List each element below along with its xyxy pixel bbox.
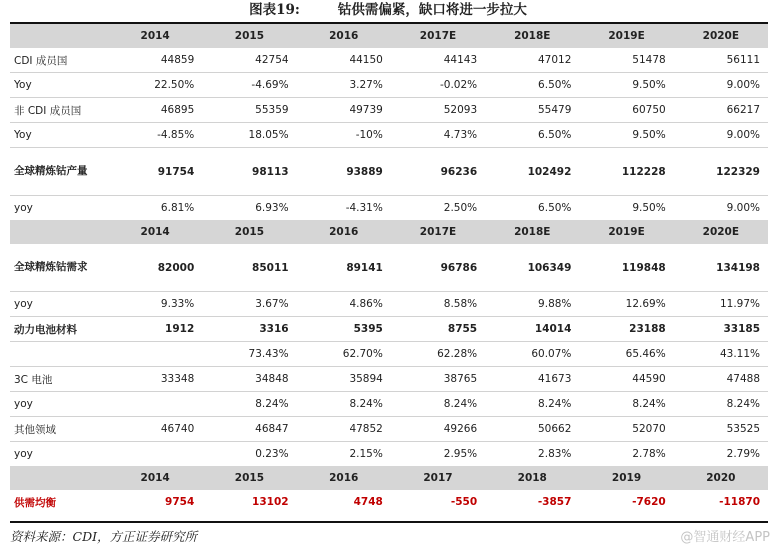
table-cell: -4.85%: [108, 123, 202, 148]
table-cell: 2014: [108, 24, 202, 48]
figure-label: 图表19:: [249, 2, 300, 18]
table-cell: 2014: [108, 220, 202, 244]
balance-row: [10, 490, 768, 514]
table-cell: -11870: [719, 496, 760, 508]
table-cell: 6.50%: [485, 73, 579, 98]
table-row: [10, 73, 768, 98]
table-cell: 23188: [579, 317, 673, 342]
table-cell: 2.78%: [632, 448, 666, 460]
table-cell: 3316: [202, 317, 296, 342]
table-cell: 47488: [674, 367, 768, 392]
table-cell: 2017E: [391, 220, 485, 244]
table-cell: -7620: [632, 496, 666, 508]
row-label: 全球精炼钴产量: [10, 148, 108, 196]
table-cell: 50662: [485, 417, 579, 442]
table-cell: 62.28%: [391, 342, 485, 367]
table-cell: 44150: [297, 48, 391, 73]
table-row: [10, 442, 768, 467]
table-cell: 35894: [297, 367, 391, 392]
table-cell: 2016: [297, 220, 391, 244]
table-cell: 2019: [579, 466, 673, 490]
table-cell: 6.81%: [160, 202, 195, 214]
table-cell: 9.00%: [726, 202, 760, 214]
figure-title: [0, 0, 776, 22]
row-label: 全球精炼钴需求: [10, 244, 108, 292]
table-row: [10, 367, 768, 392]
table-row: [10, 392, 768, 417]
table-cell: 2019E: [579, 24, 673, 48]
table-cell: 11.97%: [674, 292, 768, 317]
row-label: Yoy: [10, 123, 108, 148]
table-cell: 46847: [202, 417, 296, 442]
table-cell: 66217: [674, 98, 768, 123]
table-cell: 96236: [391, 148, 485, 196]
table-cell: 8.24%: [391, 392, 485, 417]
table-cell: 47012: [485, 48, 579, 73]
table-cell: 60.07%: [485, 342, 579, 367]
row-label: [10, 220, 108, 244]
table-cell: 2016: [297, 466, 391, 490]
table-cell: 73.43%: [202, 342, 296, 367]
table-row: [10, 244, 768, 292]
bottom-rule: [10, 521, 768, 523]
table-cell: 5395: [297, 317, 391, 342]
row-label: yoy: [14, 202, 33, 214]
table-cell: 2020: [674, 466, 768, 490]
table-cell: 2.79%: [726, 448, 760, 460]
table-cell: 18.05%: [202, 123, 296, 148]
row-label: 供需均衡: [14, 496, 56, 509]
row-label: [10, 342, 108, 367]
row-label: yoy: [14, 448, 33, 460]
table-cell: -0.02%: [391, 73, 485, 98]
figure-caption: 钴供需偏紧，缺口将进一步拉大: [337, 2, 527, 18]
table-cell: 2018E: [485, 24, 579, 48]
table-cell: 9.50%: [579, 123, 673, 148]
table-cell: 43.11%: [674, 342, 768, 367]
table-cell: 119848: [579, 244, 673, 292]
table-row: [10, 317, 768, 342]
table-cell: 51478: [579, 48, 673, 73]
table-cell: 52093: [391, 98, 485, 123]
table-cell: [108, 342, 202, 367]
table-cell: 53525: [674, 417, 768, 442]
table-cell: 2015: [202, 220, 296, 244]
table-cell: 33348: [108, 367, 202, 392]
table-row: [10, 342, 768, 367]
table-cell: 2020E: [674, 24, 768, 48]
table-cell: 1912: [108, 317, 202, 342]
table-cell: 106349: [485, 244, 579, 292]
table-cell: 98113: [202, 148, 296, 196]
table-cell: 2.50%: [443, 202, 478, 214]
table-cell: 8.24%: [674, 392, 768, 417]
table-cell: 8.24%: [202, 392, 296, 417]
table-cell: 34848: [202, 367, 296, 392]
table-cell: 91754: [108, 148, 202, 196]
table-cell: 2015: [202, 466, 296, 490]
table-cell: 62.70%: [297, 342, 391, 367]
table-cell: 89141: [297, 244, 391, 292]
table-cell: 46740: [108, 417, 202, 442]
table-cell: 6.93%: [255, 202, 289, 214]
table-cell: 2018: [485, 466, 579, 490]
row-label: 动力电池材料: [10, 317, 108, 342]
table-cell: 60750: [579, 98, 673, 123]
row-label: 3C 电池: [10, 367, 108, 392]
table-row: [10, 148, 768, 196]
table-cell: 42754: [202, 48, 296, 73]
table-cell: 85011: [202, 244, 296, 292]
table-cell: -4.31%: [345, 202, 383, 214]
table-cell: 2016: [297, 24, 391, 48]
table-row: [10, 292, 768, 317]
table-cell: 4.73%: [391, 123, 485, 148]
table-cell: 8.24%: [579, 392, 673, 417]
table-cell: 55479: [485, 98, 579, 123]
table-cell: 9754: [165, 496, 195, 508]
table-row: [10, 48, 768, 73]
table-cell: 56111: [674, 48, 768, 73]
table-cell: 44859: [108, 48, 202, 73]
table-cell: 93889: [297, 148, 391, 196]
table-cell: -3857: [537, 496, 572, 508]
table-cell: 2018E: [485, 220, 579, 244]
row-label: yoy: [10, 292, 108, 317]
table-cell: -550: [450, 496, 478, 508]
table-cell: 2017: [391, 466, 485, 490]
watermark: @智通财经APP: [680, 530, 770, 545]
row-label: CDI 成员国: [10, 48, 108, 73]
header-row: [10, 466, 768, 490]
table-row: [10, 123, 768, 148]
table-cell: 8.24%: [485, 392, 579, 417]
row-label: [10, 466, 108, 490]
table-row: [10, 98, 768, 123]
table-cell: 0.23%: [255, 448, 289, 460]
cobalt-supply-demand-table: [10, 24, 768, 514]
header-row: [10, 220, 768, 244]
table-cell: [108, 442, 202, 467]
table-cell: 55359: [202, 98, 296, 123]
row-label: Yoy: [10, 73, 108, 98]
table-row: [10, 417, 768, 442]
table-cell: 52070: [579, 417, 673, 442]
table-cell: 47852: [297, 417, 391, 442]
table-cell: 33185: [674, 317, 768, 342]
table-cell: 2017E: [391, 24, 485, 48]
table-cell: 14014: [485, 317, 579, 342]
row-label: yoy: [10, 392, 108, 417]
table-cell: 134198: [674, 244, 768, 292]
table-cell: 6.50%: [538, 202, 572, 214]
table-cell: 9.50%: [579, 73, 673, 98]
table-cell: 122329: [674, 148, 768, 196]
table-cell: 12.69%: [579, 292, 673, 317]
table-cell: 96786: [391, 244, 485, 292]
row-label: 非 CDI 成员国: [10, 98, 108, 123]
table-cell: -4.69%: [202, 73, 296, 98]
table-cell: 44143: [391, 48, 485, 73]
table-cell: 8.24%: [297, 392, 391, 417]
table-cell: 2.95%: [443, 448, 478, 460]
table-cell: 49739: [297, 98, 391, 123]
table-cell: -10%: [297, 123, 391, 148]
table-cell: 4748: [353, 496, 383, 508]
table-cell: 8.58%: [391, 292, 485, 317]
table-cell: 49266: [391, 417, 485, 442]
table-cell: 2015: [202, 24, 296, 48]
table-cell: 9.00%: [674, 73, 768, 98]
table-cell: 102492: [485, 148, 579, 196]
table-cell: 3.27%: [297, 73, 391, 98]
table-cell: 9.50%: [632, 202, 666, 214]
table-cell: 2.15%: [349, 448, 383, 460]
table-cell: [108, 392, 202, 417]
table-cell: 65.46%: [579, 342, 673, 367]
table-cell: 38765: [391, 367, 485, 392]
table-cell: 2.83%: [538, 448, 572, 460]
row-label: [10, 24, 108, 48]
row-label: 其他领域: [10, 417, 108, 442]
table-row: [10, 196, 768, 221]
table-cell: 44590: [579, 367, 673, 392]
table-cell: 6.50%: [485, 123, 579, 148]
table-cell: 2014: [108, 466, 202, 490]
table-cell: 9.00%: [674, 123, 768, 148]
table-cell: 8755: [391, 317, 485, 342]
header-row: [10, 24, 768, 48]
table-cell: 9.33%: [108, 292, 202, 317]
table-cell: 13102: [252, 496, 289, 508]
table-cell: 22.50%: [108, 73, 202, 98]
source-note: 资料来源：CDI，方正证券研究所: [10, 529, 198, 544]
table-cell: 2019E: [579, 220, 673, 244]
table-cell: 9.88%: [485, 292, 579, 317]
table-cell: 2020E: [674, 220, 768, 244]
table-cell: 112228: [579, 148, 673, 196]
table-cell: 41673: [485, 367, 579, 392]
table-cell: 46895: [108, 98, 202, 123]
table-cell: 3.67%: [202, 292, 296, 317]
table-cell: 4.86%: [297, 292, 391, 317]
table-cell: 82000: [108, 244, 202, 292]
